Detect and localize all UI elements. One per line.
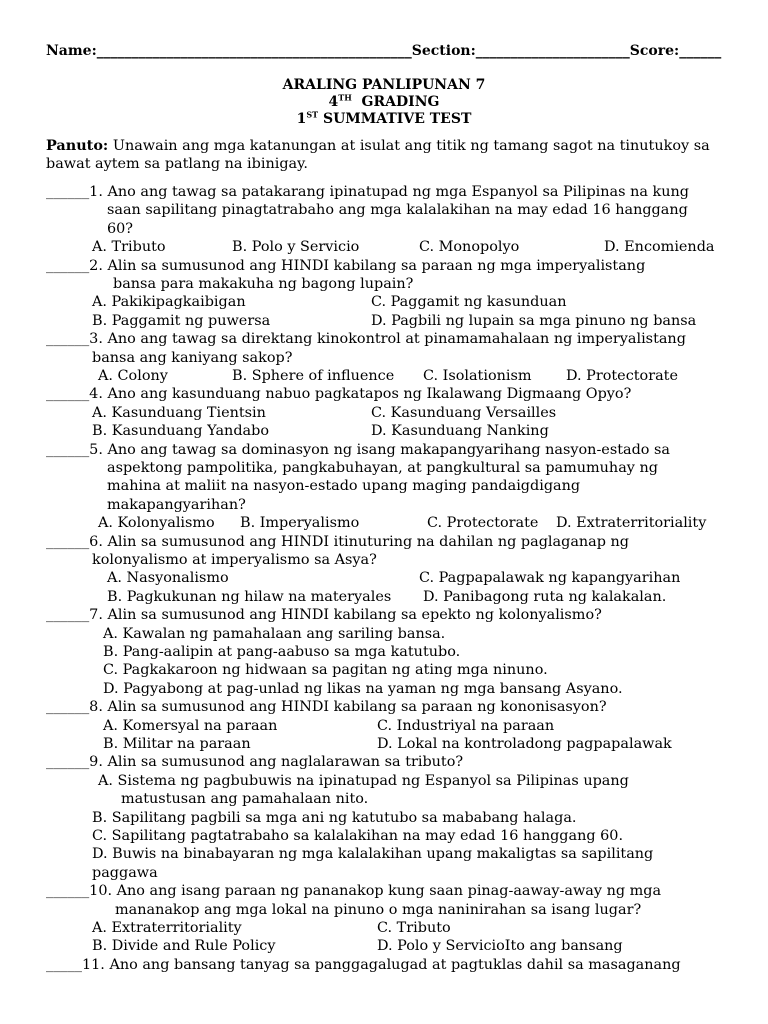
answer-blank-11[interactable]: _____	[46, 956, 82, 973]
answer-blank-5[interactable]: ______	[46, 441, 90, 458]
option-b: B. Polo y Servicio	[232, 239, 360, 256]
question-text: 2. Alin sa sumusunod ang HINDI kabilang sa paraan ng mga imperyalistang	[89, 257, 646, 274]
question-text: kolonyalismo at imperyalismo sa Asya?	[92, 552, 377, 569]
question-3	[46, 330, 736, 385]
question-text: 6. Alin sa sumusunod ang HINDI itinuturing na dahilan ng paglaganap ng	[89, 533, 630, 550]
option-c: C. Tributo	[377, 920, 451, 937]
test-title	[0, 77, 768, 128]
option-a: A. Extraterritoriality	[92, 920, 242, 937]
answer-blank-9[interactable]: ______	[46, 754, 90, 771]
option-c: C. Protectorate	[427, 515, 539, 532]
option-b: B. Pagkukunan ng hilaw na materyales	[107, 588, 392, 605]
question-list	[46, 183, 736, 974]
option-a: A. Colony	[98, 368, 168, 385]
section-label: Section:	[411, 43, 476, 59]
option-b: B. Sapilitang pagbili sa mga ani ng katutubo sa mababang halaga.	[92, 809, 577, 826]
question-text: 3. Ano ang tawag sa direktang kinokontrol at pinamamahalaan ng imperyalistang	[89, 331, 686, 348]
question-text: bansa ang kaniyang sakop?	[92, 349, 293, 366]
option-d-continued: paggawa	[92, 864, 158, 881]
instructions-text: Unawain ang mga katanungan at isulat ang titik ng tamang sagot na tinutukoy sa bawat aytem sa patlang na ibinigay.	[46, 138, 710, 173]
question-7	[46, 606, 736, 698]
question-text: 11. Ano ang bansang tanyag sa panggagalugad at pagtuklas dahil sa masaganang	[81, 956, 681, 973]
question-8	[46, 698, 736, 753]
score-blank[interactable]: ______	[679, 43, 722, 59]
option-b: B. Sphere of influence	[232, 368, 395, 385]
answer-blank-8[interactable]: ______	[46, 699, 90, 716]
option-b: B. Pang-aalipin at pang-aabuso sa mga katutubo.	[103, 644, 461, 661]
question-text: makapangyarihan?	[107, 496, 246, 513]
section-blank[interactable]: ______________________	[475, 43, 630, 59]
option-d: D. Kasunduang Nanking	[371, 423, 549, 440]
option-d: D. Pagyabong at pag-unlad ng likas na yaman ng mga bansang Asyano.	[103, 680, 623, 697]
answer-blank-2[interactable]: ______	[46, 257, 90, 274]
name-label: Name:	[46, 43, 97, 59]
question-text: 10. Ano ang isang paraan ng pananakop kung saan pinag-aaway-away ng mga	[89, 883, 662, 900]
option-b: B. Imperyalismo	[240, 515, 360, 532]
question-text: 1. Ano ang tawag sa patakarang ipinatupad ng mga Espanyol sa Pilipinas na kung	[89, 184, 689, 200]
option-c: C. Kasunduang Versailles	[371, 404, 557, 421]
option-a: A. Komersyal na paraan	[103, 717, 278, 734]
option-c: C. Isolationism	[423, 368, 532, 385]
answer-blank-1[interactable]: ______	[46, 184, 90, 200]
answer-blank-3[interactable]: ______	[46, 331, 90, 348]
subject-title: ARALING PANLIPUNAN 7	[282, 77, 486, 93]
option-c: C. Sapilitang pagtatrabaho sa kalalakihan na may edad 16 hanggang 60.	[92, 828, 624, 845]
option-d: D. Panibagong ruta ng kalakalan.	[423, 588, 667, 605]
question-text: 8. Alin sa sumusunod ang HINDI kabilang sa paraan ng kononisasyon?	[89, 699, 607, 716]
name-blank[interactable]: _____________________________________________	[96, 43, 412, 59]
option-a: A. Pakikipagkaibigan	[92, 294, 246, 311]
question-text: aspektong pampolitika, pangkabuhayan, at pangkultural sa pamumuhay ng	[107, 460, 658, 476]
question-text: bansa para makakuha ng bagong lupain?	[113, 276, 414, 293]
question-text: mananakop ang mga lokal na pinuno o mga naninirahan sa isang lugar?	[115, 901, 642, 918]
question-text: 4. Ano ang kasunduang nabuo pagkatapos ng Ikalawang Digmaang Opyo?	[89, 386, 632, 403]
option-a: A. Sistema ng pagbubuwis na ipinatupad ng Espanyol sa Pilipinas upang	[98, 772, 629, 789]
test-type-title: 1ST SUMMATIVE TEST	[296, 109, 472, 127]
option-d: D. Lokal na kontroladong pagpapalawak	[377, 736, 672, 753]
question-1	[46, 183, 736, 257]
score-label: Score:	[629, 43, 680, 59]
instructions-label: Panuto:	[46, 137, 109, 154]
answer-blank-4[interactable]: ______	[46, 386, 90, 403]
option-c: C. Pagpapalawak ng kapangyarihan	[419, 570, 681, 587]
option-c: C. Monopolyo	[419, 239, 520, 256]
option-d: D. Encomienda	[604, 239, 715, 256]
question-text: 9. Alin sa sumusunod ang naglalarawan sa tributo?	[89, 754, 464, 771]
option-b: B. Kasunduang Yandabo	[92, 423, 269, 440]
option-a: A. Tributo	[92, 239, 166, 256]
option-a: A. Nasyonalismo	[107, 570, 229, 587]
option-b: B. Militar na paraan	[103, 736, 251, 753]
question-11	[46, 956, 736, 974]
instructions	[46, 137, 730, 174]
option-c: C. Paggamit ng kasunduan	[371, 294, 567, 311]
option-b: B. Paggamit ng puwersa	[92, 312, 271, 329]
option-d: D. Pagbili ng lupain sa mga pinuno ng bansa	[371, 312, 697, 329]
answer-blank-10[interactable]: ______	[46, 883, 90, 900]
question-6	[46, 533, 736, 607]
option-d: D. Buwis na binabayaran ng mga kalalakihan upang makaligtas sa sapilitang	[92, 846, 654, 863]
question-9	[46, 753, 736, 882]
option-a-continued: matustusan ang pamahalaan nito.	[121, 791, 369, 808]
answer-blank-6[interactable]: ______	[46, 533, 90, 550]
question-text: 60?	[107, 220, 134, 237]
option-d: D. Extraterritoriality	[556, 515, 707, 532]
question-4	[46, 385, 736, 440]
option-a: A. Kolonyalismo	[98, 515, 215, 532]
answer-blank-7[interactable]: ______	[46, 607, 90, 624]
question-text: 5. Ano ang tawag sa dominasyon ng isang makapangyarihang nasyon-estado sa	[89, 441, 670, 458]
grading-title: 4TH GRADING	[328, 92, 440, 110]
question-2	[46, 257, 736, 331]
question-text: mahina at maliit na nasyon-estado upang maging pandaigdigang	[107, 478, 581, 495]
question-10	[46, 882, 736, 956]
question-text: saan sapilitang pinagtatrabaho ang mga kalalakihan na may edad 16 hanggang	[107, 202, 688, 219]
student-info-header	[46, 42, 726, 60]
option-b: B. Divide and Rule Policy	[92, 938, 276, 955]
option-d: D. Polo y ServicioIto ang bansang	[377, 938, 623, 955]
question-text: 7. Alin sa sumusunod ang HINDI kabilang sa epekto ng kolonyalismo?	[89, 607, 602, 624]
option-c: C. Industriyal na paraan	[377, 717, 555, 734]
question-5	[46, 441, 736, 533]
option-c: C. Pagkakaroon ng hidwaan sa pagitan ng ating mga ninuno.	[103, 662, 548, 679]
option-a: A. Kawalan ng pamahalaan ang sariling bansa.	[103, 625, 446, 642]
option-d: D. Protectorate	[566, 368, 678, 385]
option-a: A. Kasunduang Tientsin	[92, 404, 266, 421]
